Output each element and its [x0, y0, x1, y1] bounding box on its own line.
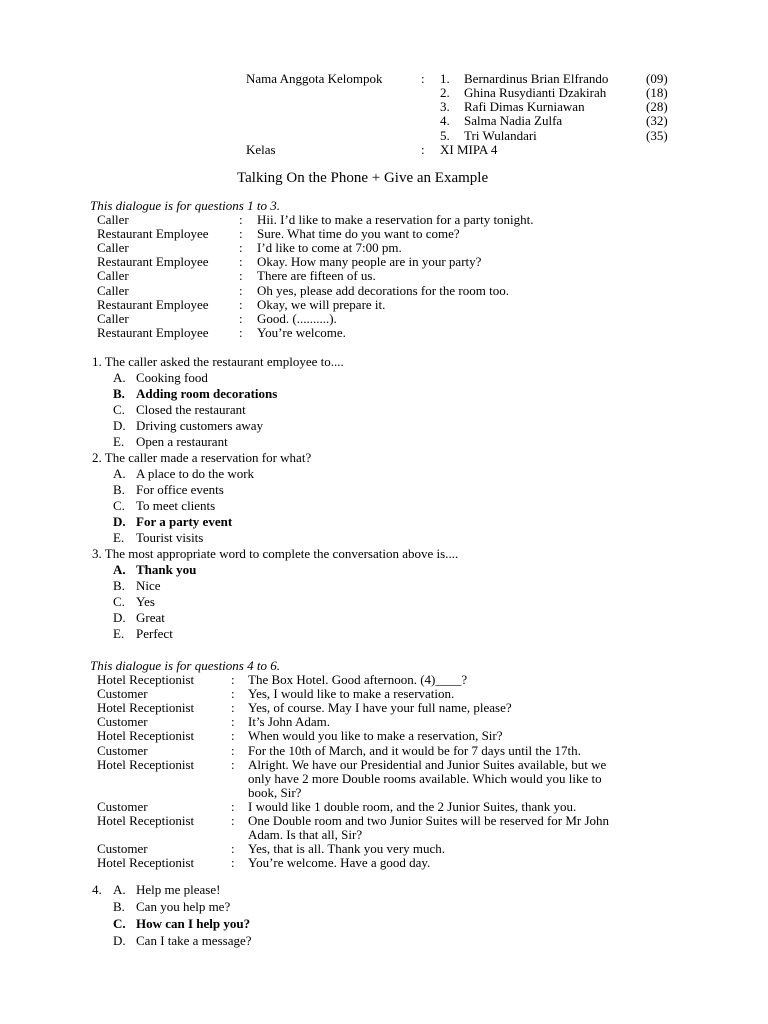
- dialogue-colon: :: [231, 728, 235, 744]
- dialogue-line: Sure. What time do you want to come?: [257, 226, 460, 242]
- member-name: Salma Nadia Zulfa: [464, 113, 563, 128]
- option-letter: E.: [113, 626, 125, 641]
- dialogue-speaker: Customer: [97, 742, 148, 758]
- dialogue-colon: :: [239, 226, 243, 242]
- dialogue-speaker: Customer: [97, 841, 148, 857]
- dialogue-colon: :: [239, 324, 243, 340]
- option-letter: C.: [113, 916, 126, 931]
- dialogue-speaker: Hotel Receptionist: [97, 700, 195, 716]
- member-code: (32): [646, 113, 668, 128]
- dialogue-colon: :: [239, 212, 243, 227]
- member-name: Tri Wulandari: [464, 128, 537, 143]
- dialogue-speaker: Customer: [97, 798, 148, 814]
- option-letter: E.: [113, 434, 125, 449]
- option-letter: C.: [113, 594, 125, 609]
- dialogue-line: Okay. How many people are in your party?: [257, 254, 482, 270]
- option-letter: B.: [113, 386, 125, 401]
- dialogue-line: When would you like to make a reservation, Sir?: [248, 728, 503, 744]
- answer-option: Yes: [136, 594, 155, 609]
- option-letter: A.: [113, 370, 126, 385]
- member-name: Rafi Dimas Kurniawan: [464, 99, 585, 114]
- dialogue-line: The Box Hotel. Good afternoon. (4)____?: [248, 672, 468, 687]
- member-number: 5.: [440, 128, 450, 143]
- answer-option: Closed the restaurant: [136, 402, 246, 417]
- dialogue-colon: :: [231, 714, 235, 730]
- dialogue-speaker: Hotel Receptionist: [97, 855, 195, 871]
- dialogue-line: Okay, we will prepare it.: [257, 296, 386, 312]
- dialogue-line: It’s John Adam.: [248, 714, 330, 730]
- answer-option: To meet clients: [136, 498, 216, 513]
- dialogue-colon: :: [239, 310, 243, 326]
- dialogue-line: Yes, of course. May I have your full name, please?: [248, 700, 512, 716]
- dialogue-line: For the 10th of March, and it would be for 7 days until the 17th.: [248, 742, 581, 758]
- answer-option: Nice: [136, 578, 161, 593]
- dialogue-colon: :: [231, 756, 235, 772]
- dialogue-colon: :: [239, 240, 243, 256]
- option-letter: A.: [113, 466, 126, 481]
- member-number: 3.: [440, 99, 450, 114]
- answer-option: Open a restaurant: [136, 434, 228, 449]
- dialogue-colon: :: [231, 798, 235, 814]
- dialogue-line: Oh yes, please add decorations for the room too.: [257, 282, 509, 298]
- dialogue-line: There are fifteen of us.: [257, 268, 376, 284]
- answer-option: Tourist visits: [136, 530, 204, 545]
- dialogue-speaker: Customer: [97, 686, 148, 702]
- members-colon: :: [421, 71, 425, 86]
- dialogue-colon: :: [239, 254, 243, 270]
- dialogue-speaker: Hotel Receptionist: [97, 813, 195, 828]
- member-code: (35): [646, 128, 668, 143]
- dialogue-line: Yes, I would like to make a reservation.: [248, 686, 455, 702]
- correct-answer-option: How can I help you?: [136, 916, 251, 931]
- correct-answer-option: Thank you: [136, 562, 197, 577]
- answer-option: Perfect: [136, 626, 173, 641]
- dialogue-line: Yes, that is all. Thank you very much.: [248, 841, 446, 857]
- dialogue-line: Hii. I’d like to make a reservation for a party tonight.: [257, 212, 534, 227]
- dialogue-speaker: Caller: [97, 268, 129, 284]
- page-title: Talking On the Phone + Give an Example: [237, 170, 489, 186]
- correct-answer-option: For a party event: [136, 514, 233, 529]
- dialogue-line: Alright. We have our Presidential and Junior Suites available, but we: [248, 756, 607, 772]
- option-letter: D.: [113, 418, 126, 433]
- option-letter: D.: [113, 933, 126, 948]
- members-label: Nama Anggota Kelompok: [246, 71, 383, 86]
- member-number: 1.: [440, 71, 450, 86]
- option-letter: B.: [113, 578, 125, 593]
- dialogue-colon: :: [231, 742, 235, 758]
- option-letter: D.: [113, 514, 126, 529]
- dialogue-speaker: Hotel Receptionist: [97, 672, 195, 687]
- dialogue-line: You’re welcome. Have a good day.: [248, 855, 431, 871]
- answer-option: A place to do the work: [136, 466, 255, 481]
- dialogue-colon: :: [231, 700, 235, 716]
- dialogue-line: I’d like to come at 7:00 pm.: [257, 240, 402, 256]
- member-code: (28): [646, 99, 668, 114]
- dialogue-line: only have 2 more Double rooms available. Which would you like to: [248, 770, 602, 786]
- dialogue-line: Adam. Is that all, Sir?: [248, 827, 363, 843]
- option-letter: A.: [113, 562, 126, 577]
- dialogue-line: One Double room and two Junior Suites will be reserved for Mr John: [248, 813, 610, 828]
- question-stem: 1. The caller asked the restaurant employee to....: [92, 354, 344, 369]
- option-letter: D.: [113, 610, 126, 625]
- dialogue-colon: :: [231, 855, 235, 871]
- answer-option: For office events: [136, 482, 224, 497]
- dialogue-line: I would like 1 double room, and the 2 Junior Suites, thank you.: [248, 798, 577, 814]
- class-label: Kelas: [246, 142, 276, 157]
- question-number: 4.: [92, 882, 102, 897]
- question-stem: 2. The caller made a reservation for what?: [92, 450, 312, 465]
- dialogue-intro: This dialogue is for questions 1 to 3.: [90, 198, 280, 213]
- dialogue-line: Good. (..........).: [257, 310, 337, 326]
- dialogue-speaker: Customer: [97, 714, 148, 730]
- member-code: (09): [646, 71, 668, 86]
- class-colon: :: [421, 142, 425, 157]
- dialogue-intro: This dialogue is for questions 4 to 6.: [90, 658, 280, 673]
- dialogue-speaker: Caller: [97, 240, 129, 256]
- answer-option: Can I take a message?: [136, 933, 252, 948]
- member-code: (18): [646, 85, 668, 100]
- dialogue-speaker: Caller: [97, 282, 129, 298]
- option-letter: C.: [113, 498, 125, 513]
- answer-option: Driving customers away: [136, 418, 264, 433]
- member-number: 2.: [440, 85, 450, 100]
- question-stem: 3. The most appropriate word to complete the conversation above is....: [92, 546, 459, 561]
- answer-option: Can you help me?: [136, 899, 231, 914]
- dialogue-colon: :: [231, 686, 235, 702]
- dialogue-line: book, Sir?: [248, 784, 302, 800]
- correct-answer-option: Adding room decorations: [136, 386, 278, 401]
- dialogue-speaker: Restaurant Employee: [97, 254, 209, 270]
- class-value: XI MIPA 4: [440, 142, 498, 157]
- dialogue-line: You’re welcome.: [257, 324, 346, 340]
- option-letter: B.: [113, 482, 125, 497]
- answer-option: Cooking food: [136, 370, 208, 385]
- dialogue-speaker: Restaurant Employee: [97, 226, 209, 242]
- dialogue-speaker: Hotel Receptionist: [97, 728, 195, 744]
- dialogue-colon: :: [231, 813, 235, 828]
- answer-option: Great: [136, 610, 165, 625]
- member-name: Bernardinus Brian Elfrando: [464, 71, 609, 86]
- member-number: 4.: [440, 113, 450, 128]
- option-letter: B.: [113, 899, 125, 914]
- option-letter: E.: [113, 530, 125, 545]
- option-letter: A.: [113, 882, 126, 897]
- dialogue-speaker: Restaurant Employee: [97, 296, 209, 312]
- answer-option: Help me please!: [136, 882, 221, 897]
- dialogue-colon: :: [231, 841, 235, 857]
- dialogue-colon: :: [239, 282, 243, 298]
- dialogue-speaker: Hotel Receptionist: [97, 756, 195, 772]
- member-name: Ghina Rusydianti Dzakirah: [464, 85, 607, 100]
- dialogue-colon: :: [239, 296, 243, 312]
- dialogue-speaker: Restaurant Employee: [97, 324, 209, 340]
- dialogue-colon: :: [231, 672, 235, 687]
- dialogue-speaker: Caller: [97, 212, 129, 227]
- dialogue-colon: :: [239, 268, 243, 284]
- option-letter: C.: [113, 402, 125, 417]
- dialogue-speaker: Caller: [97, 310, 129, 326]
